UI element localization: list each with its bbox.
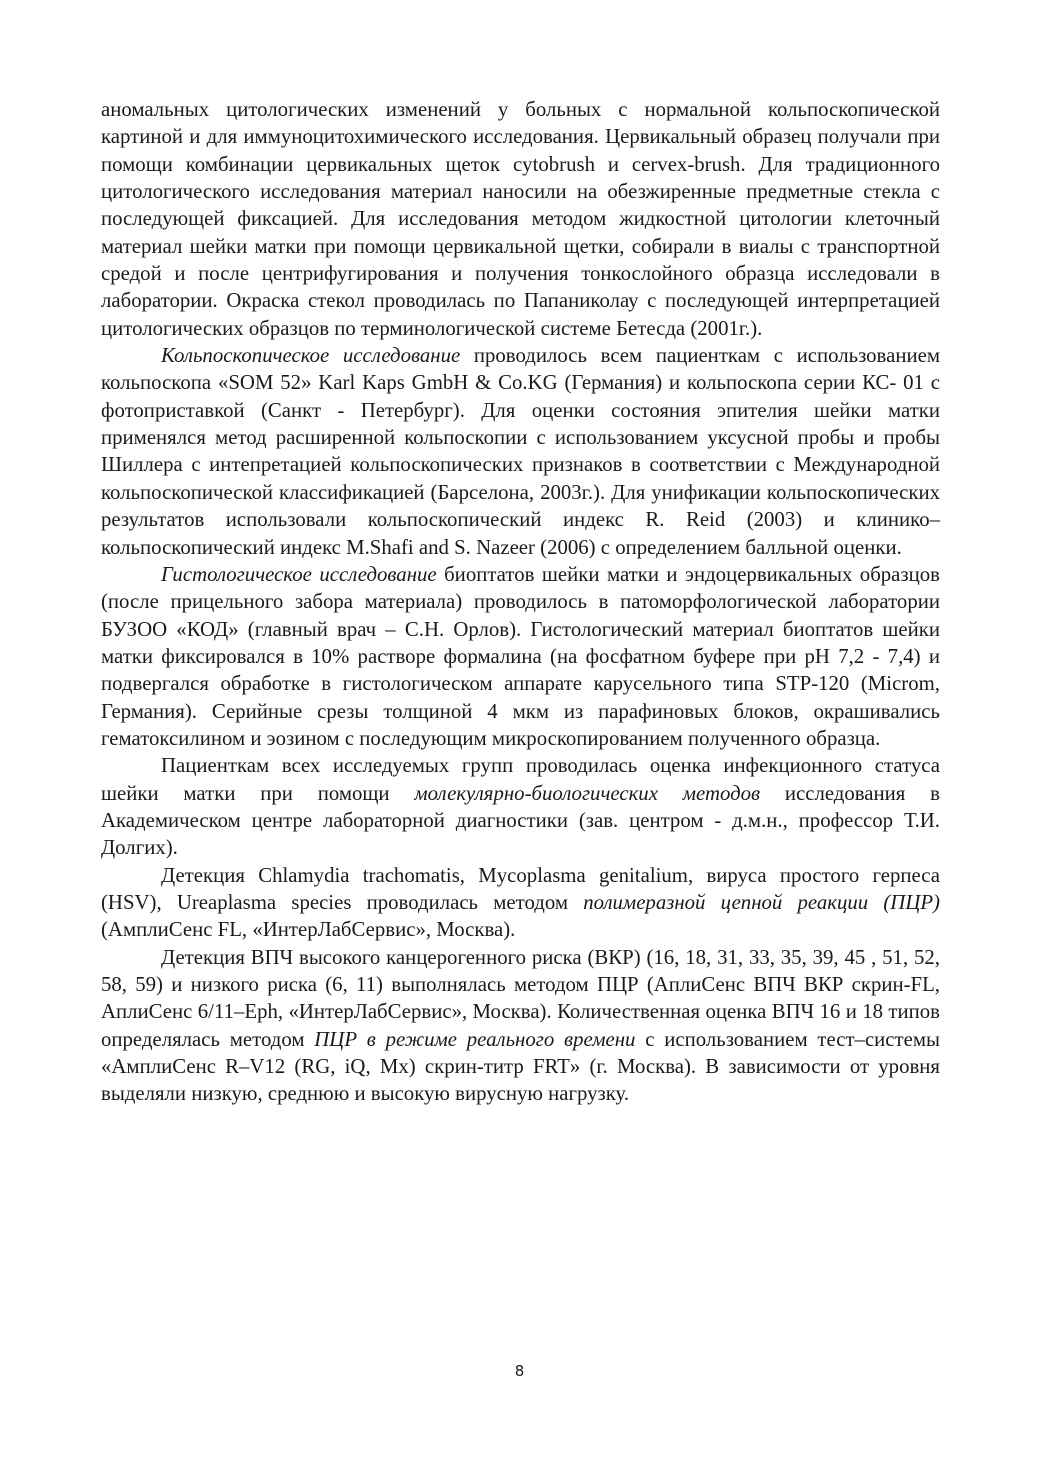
paragraph [101,342,940,561]
paragraph [101,944,940,1108]
emphasis-text: молекулярно-биологических методов [414,781,761,805]
paragraph-text: Детекция Chlamydia trachomatis, Mycoplasma genitalium, вируса простого герпеса (HSV), Ureaplasma species проводилась методом [101,863,940,914]
section-heading-colposcopy: Кольпоскопическое исследование [161,344,461,368]
paragraph-text: аномальных цитологических изменений у больных с нормальной кольпоскопической картиной и для иммуноцитохимического исследования. Цервикальный образец получали при помощи комбинации цервикальных щеток cytobrush и cervex-brush. Для традиционного цитологического исследования материал наносили на обезжиренные предметные стекла с последующей фиксацией. Для исследования методом жидкостной цитологии клеточный материал шейки матки при помощи цервикальной щетки, собирали в виалы с транспортной средой и после центрифугирования и получения тонкослойного образца исследовали в лаборатории. Окраска стекол проводилась по Папаниколау с последующей интерпретацией цитологических образцов по терминологической системе Бетесда (2001г.). [101,98,940,340]
paragraph-text: проводилось всем пациенткам с использованием кольпоскопа «SOM 52» Karl Kaps GmbH & Co.KG (Германия) и кольпоскопа серии КС- 01 с фотоприставкой (Санкт - Петербург). Для оценки состояния эпителия шейки матки применялся метод расширенной кольпоскопии с использованием уксусной пробы и пробы Шиллера с интепретацией кольпоскопических признаков в соответствии с Международной кольпоскопической классификацией (Барселона, 2003г.). Для унификации кольпоскопических результатов использовали кольпоскопический индекс R. Reid (2003) и клинико–кольпоскопический индекс M.Shafi and S. Nazeer (2006) с определением балльной оценки. [101,344,940,559]
paragraph-text: с использованием тест–системы «АмплиСенс R–V12 (RG, iQ, Mx) скрин-титр FRT» (г. Москва). В зависимости от уровня выделяли низкую, среднюю и высокую вирусную нагрузку. [101,1027,940,1106]
paragraph [101,752,940,861]
section-heading-histology: Гистологическое исследование [161,562,437,586]
paragraph-text: биоптатов шейки матки и эндоцервикальных образцов (после прицельного забора материала) проводилось в патоморфологической лаборатории БУЗОО «КОД» (главный врач – С.Н. Орлов). Гистологический материал биоптатов шейки матки фиксировался в 10% растворе формалина (на фосфатном буфере при рН 7,2 - 7,4) и подвергался обработке в гистологическом аппарате карусельного типа STP-120 (Microm, Германия). Серийные срезы толщиной 4 мкм из парафиновых блоков, окрашивались гематоксилином и эозином с последующим микроскопированием полученного образца. [101,562,940,750]
paragraph-text: Детекция ВПЧ высокого канцерогенного риска (ВКР) (16, 18, 31, 33, 35, 39, 45 , 51, 52, 58, 59) и низкого риска (6, 11) выполнялась методом ПЦР (АплиСенс ВПЧ ВКР скрин-FL, АплиСенс 6/11–Eph, «ИнтерЛабСервис», Москва). Количественная оценка ВПЧ 16 и 18 типов определялась методом [101,945,940,1051]
document-body [101,96,940,1108]
paragraph [101,96,940,342]
emphasis-text: ПЦР в режиме реального времени [314,1027,636,1051]
paragraph [101,561,940,752]
paragraph [101,862,940,944]
paragraph-text: (АмплиСенс FL, «ИнтерЛабСервис», Москва). [101,918,516,942]
emphasis-text: полимеразной цепной реакции (ПЦР) [583,890,940,914]
paragraph-text: исследования в Академическом центре лабораторной диагностики (зав. центром - д.м.н., профессор Т.И. Долгих). [101,781,940,860]
paragraph-text: Пациенткам всех исследуемых групп проводилась оценка инфекционного статуса шейки матки при помощи [101,754,940,805]
page-number: 8 [514,1362,525,1380]
